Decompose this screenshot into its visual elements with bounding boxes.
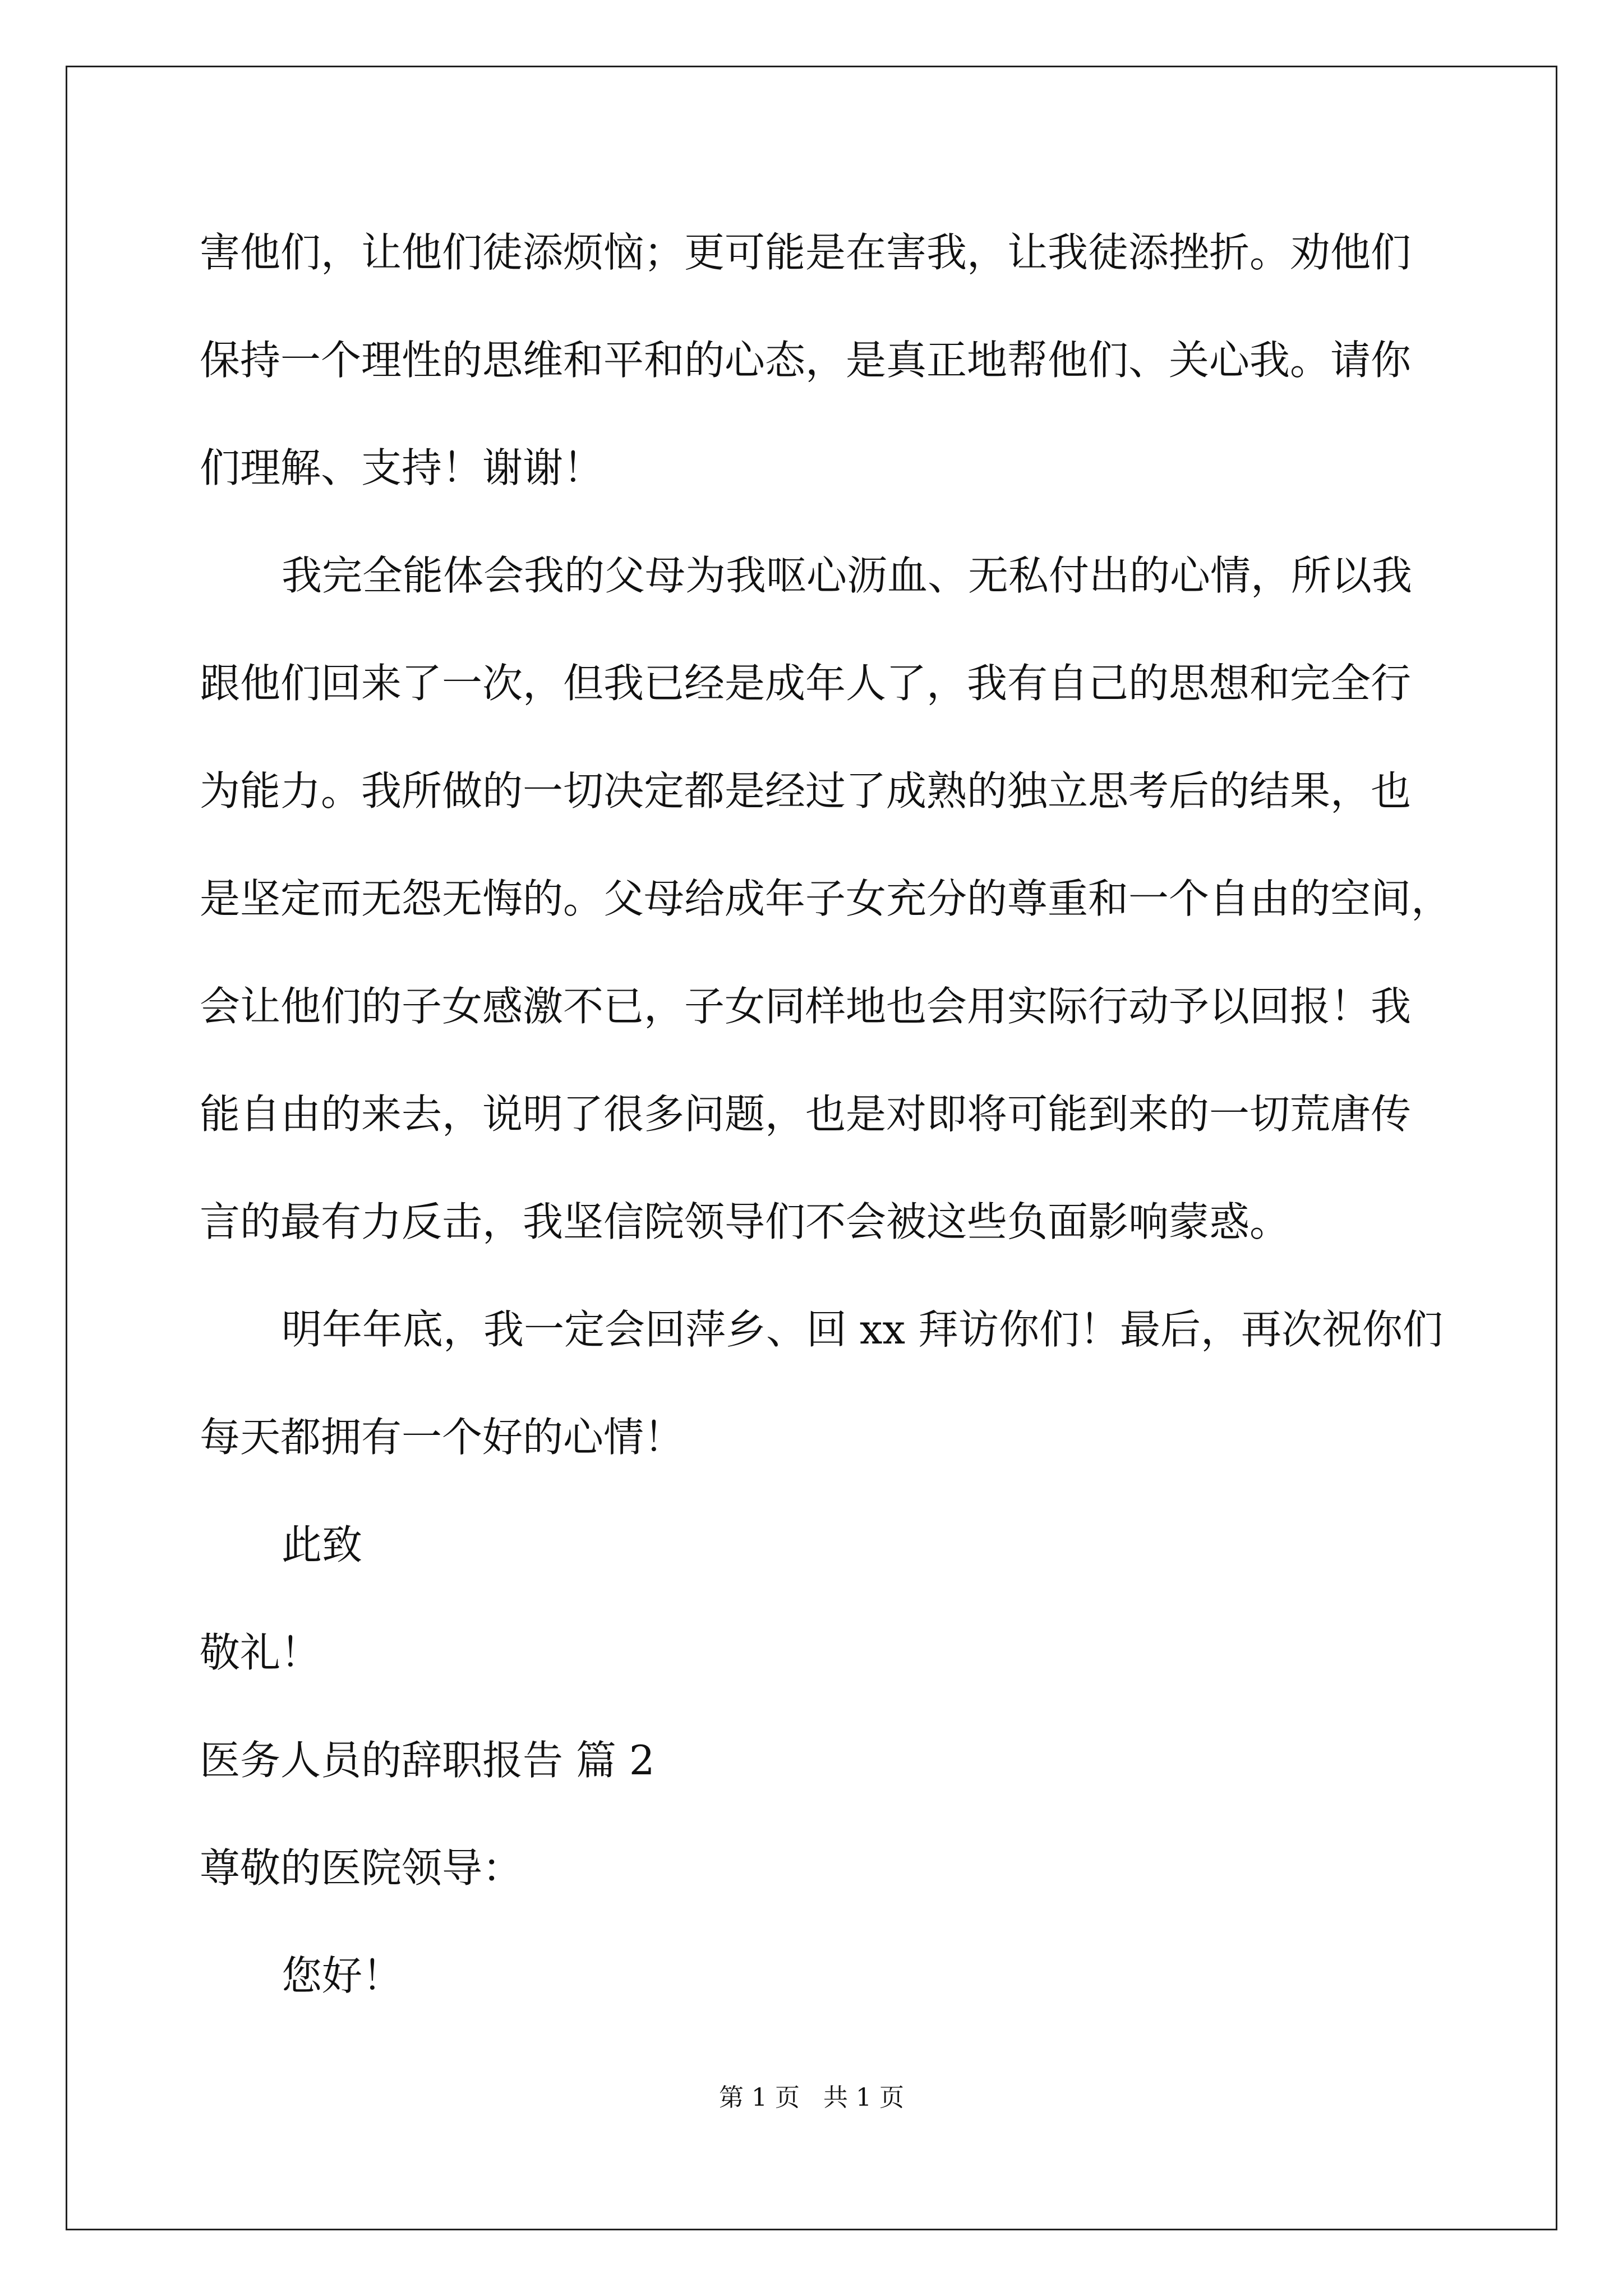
text-line: 明年年底，我一定会回萍乡、回 xx 拜访你们！最后，再次祝你们: [282, 1306, 1443, 1353]
text-line: 能自由的来去，说明了很多问题，也是对即将可能到来的一切荒唐传: [200, 1091, 1412, 1138]
greeting-recipient: 尊敬的医院领导：: [200, 1844, 523, 1892]
text-line: 们理解、支持！谢谢！: [200, 444, 604, 491]
text-line: 为能力。我所做的一切决定都是经过了成熟的独立思考后的结果，也: [200, 767, 1412, 815]
closing-regards: 敬礼！: [200, 1629, 321, 1676]
text-line: 跟他们回来了一次，但我已经是成年人了，我有自己的思想和完全行: [200, 660, 1412, 707]
text-line: 每天都拥有一个好的心情！: [200, 1414, 685, 1461]
closing-salutation: 此致: [282, 1521, 363, 1568]
section-heading: 医务人员的辞职报告 篇 2: [200, 1737, 655, 1784]
text-line: 害他们，让他们徒添烦恼；更可能是在害我，让我徒添挫折。劝他们: [200, 229, 1412, 276]
text-line: 会让他们的子女感激不已，子女同样地也会用实际行动予以回报！我: [200, 983, 1412, 1030]
page-frame: [66, 66, 1557, 2230]
text-line: 言的最有力反击，我坚信院领导们不会被这些负面影响蒙惑。: [200, 1198, 1290, 1245]
page-number-footer: 第 1 页 共 1 页: [719, 2083, 904, 2112]
text-line: 我完全能体会我的父母为我呕心沥血、无私付出的心情，所以我: [282, 552, 1413, 599]
text-line: 是坚定而无怨无悔的。父母给成年子女充分的尊重和一个自由的空间，: [200, 875, 1452, 922]
greeting-line: 您好！: [282, 1952, 403, 1999]
text-line: 保持一个理性的思维和平和的心态，是真正地帮他们、关心我。请你: [200, 337, 1412, 384]
